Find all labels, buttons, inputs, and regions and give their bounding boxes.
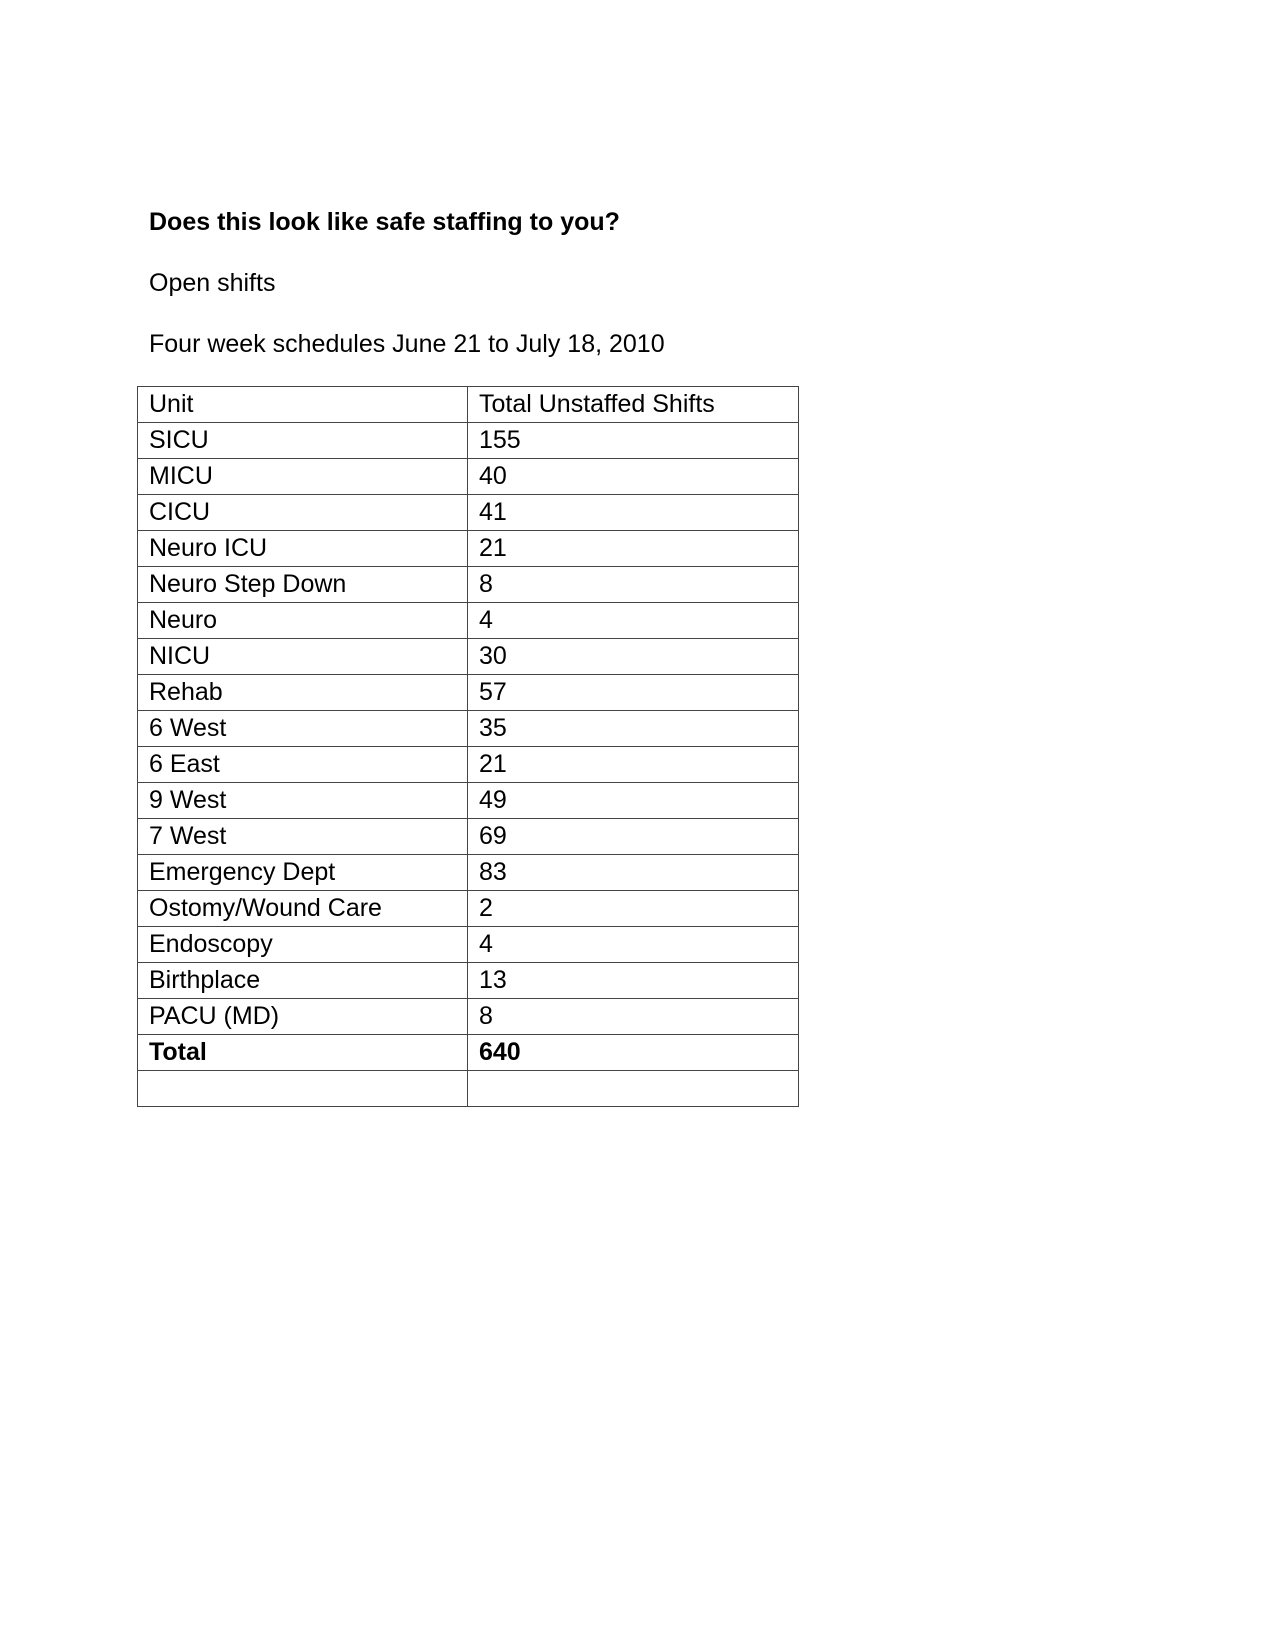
shifts-cell: 4: [468, 603, 799, 639]
shifts-cell: 155: [468, 423, 799, 459]
unit-cell: Neuro: [138, 603, 468, 639]
empty-row: [138, 1071, 799, 1107]
unit-cell: Ostomy/Wound Care: [138, 891, 468, 927]
empty-unit-cell: [138, 1071, 468, 1107]
empty-shifts-cell: [468, 1071, 799, 1107]
table-row: [138, 927, 799, 963]
shifts-cell: 2: [468, 891, 799, 927]
unit-cell: 7 West: [138, 819, 468, 855]
total-value-cell: 640: [468, 1035, 799, 1071]
table-row: [138, 495, 799, 531]
table-row: [138, 603, 799, 639]
table-row: [138, 531, 799, 567]
column-header-total-unstaffed-shifts: Total Unstaffed Shifts: [468, 387, 799, 423]
table-row: [138, 855, 799, 891]
table-row: [138, 963, 799, 999]
unit-cell: NICU: [138, 639, 468, 675]
table-row: [138, 891, 799, 927]
table-row: [138, 639, 799, 675]
column-header-unit: Unit: [138, 387, 468, 423]
table-row: [138, 819, 799, 855]
shifts-cell: 41: [468, 495, 799, 531]
table-header-row: [138, 387, 799, 423]
table-row: [138, 423, 799, 459]
unit-cell: Neuro Step Down: [138, 567, 468, 603]
unit-cell: Birthplace: [138, 963, 468, 999]
unit-cell: SICU: [138, 423, 468, 459]
unit-cell: MICU: [138, 459, 468, 495]
table-row: [138, 711, 799, 747]
shifts-cell: 40: [468, 459, 799, 495]
unit-cell: Rehab: [138, 675, 468, 711]
table-row: [138, 783, 799, 819]
unit-cell: PACU (MD): [138, 999, 468, 1035]
table-row: [138, 999, 799, 1035]
unit-cell: 9 West: [138, 783, 468, 819]
unstaffed-shifts-table: [137, 386, 799, 1107]
shifts-cell: 57: [468, 675, 799, 711]
unit-cell: CICU: [138, 495, 468, 531]
shifts-cell: 30: [468, 639, 799, 675]
shifts-cell: 8: [468, 999, 799, 1035]
shifts-cell: 49: [468, 783, 799, 819]
unit-cell: Endoscopy: [138, 927, 468, 963]
unit-cell: Emergency Dept: [138, 855, 468, 891]
total-row: [138, 1035, 799, 1071]
shifts-cell: 83: [468, 855, 799, 891]
shifts-cell: 13: [468, 963, 799, 999]
schedule-date-range: Four week schedules June 21 to July 18, 2010: [149, 330, 665, 358]
shifts-cell: 8: [468, 567, 799, 603]
unit-cell: 6 West: [138, 711, 468, 747]
table-row: [138, 459, 799, 495]
table-row: [138, 675, 799, 711]
total-label-cell: Total: [138, 1035, 468, 1071]
shifts-cell: 21: [468, 531, 799, 567]
shifts-cell: 4: [468, 927, 799, 963]
shifts-cell: 69: [468, 819, 799, 855]
shifts-cell: 35: [468, 711, 799, 747]
document-subheading: Open shifts: [149, 269, 276, 297]
document-heading: Does this look like safe staffing to you?: [149, 208, 620, 236]
table-row: [138, 567, 799, 603]
shifts-cell: 21: [468, 747, 799, 783]
table-row: [138, 747, 799, 783]
unit-cell: 6 East: [138, 747, 468, 783]
unit-cell: Neuro ICU: [138, 531, 468, 567]
